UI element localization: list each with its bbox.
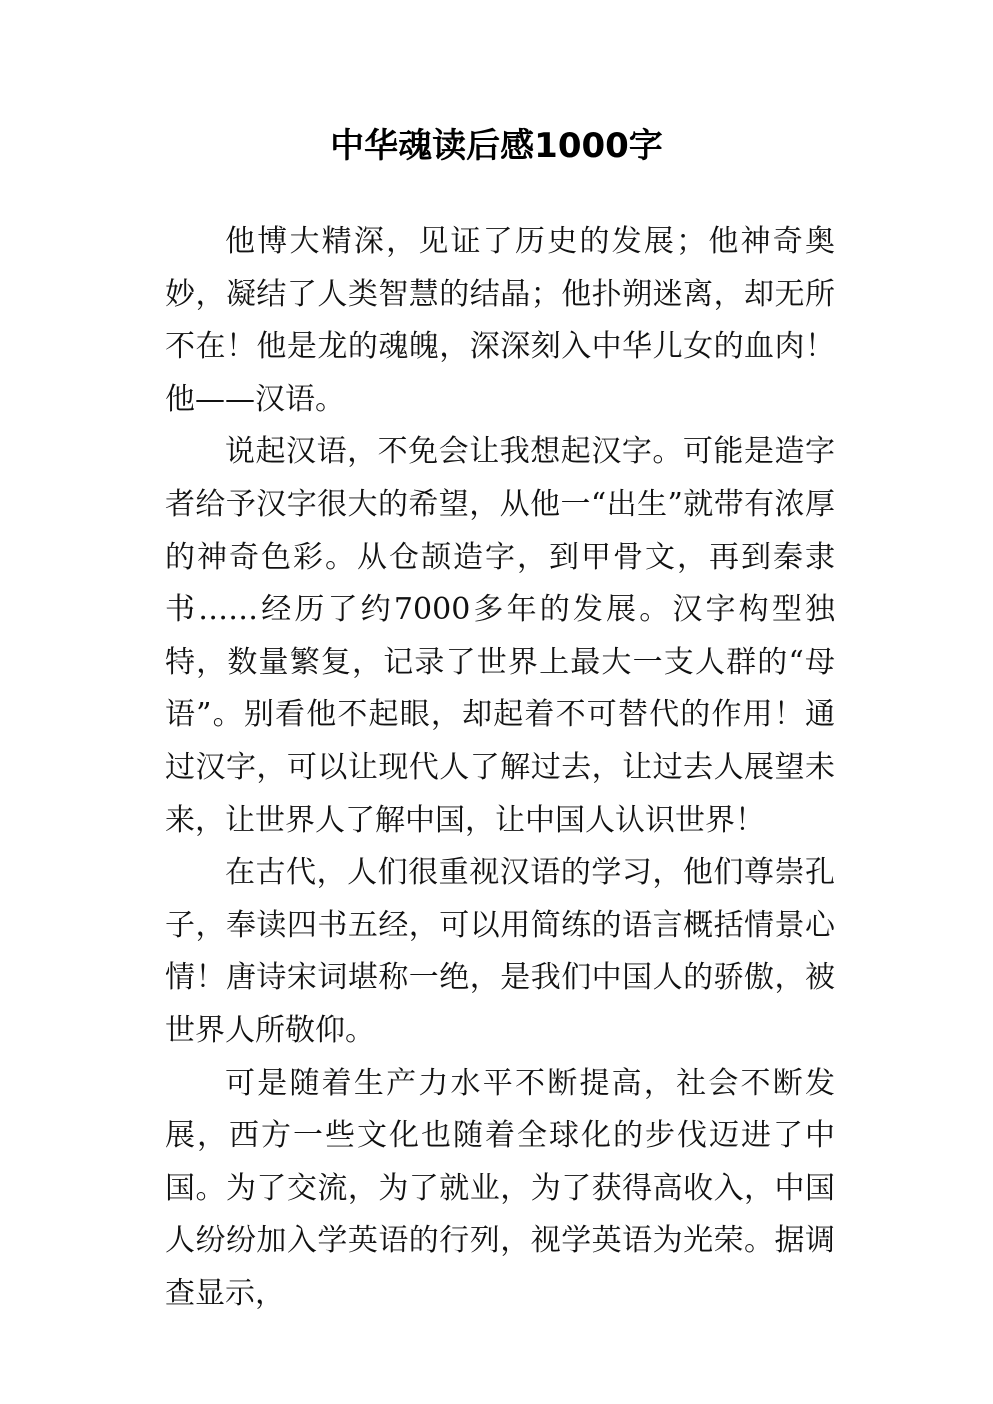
paragraph-2: 说起汉语，不免会让我想起汉字。可能是造字者给予汉字很大的希望，从他一“出生”就带有浓厚的神奇色彩。从仓颉造字，到甲骨文，再到秦隶书……经历了约7000多年的发展。汉字构型独特，数量繁复，记录了世界上最大一支人群的“母语”。别看他不起眼，却起着不可替代的作用！通过汉字，可以让现代人了解过去，让过去人展望未来，让世界人了解中国，让中国人认识世界！ xyxy=(165,434,835,838)
paragraph-4: 可是随着生产力水平不断提高，社会不断发展，西方一些文化也随着全球化的步伐迈进了中国。为了交流，为了就业，为了获得高收入，中国人纷纷加入学英语的行列，视学英语为光荣。据调查显示， xyxy=(165,1065,835,1311)
paragraph-1: 他博大精深，见证了历史的发展；他神奇奥妙，凝结了人类智慧的结晶；他扑朔迷离，却无所不在！他是龙的魂魄，深深刻入中华儿女的血肉！他——汉语。 xyxy=(165,224,835,417)
paragraph-3: 在古代，人们很重视汉语的学习，他们尊崇孔子，奉读四书五经，可以用简练的语言概括情景心情！唐诗宋词堪称一绝，是我们中国人的骄傲，被世界人所敬仰。 xyxy=(165,855,835,1048)
document-title: 中华魂读后感1000字 xyxy=(330,126,663,166)
document-body xyxy=(165,216,835,1320)
